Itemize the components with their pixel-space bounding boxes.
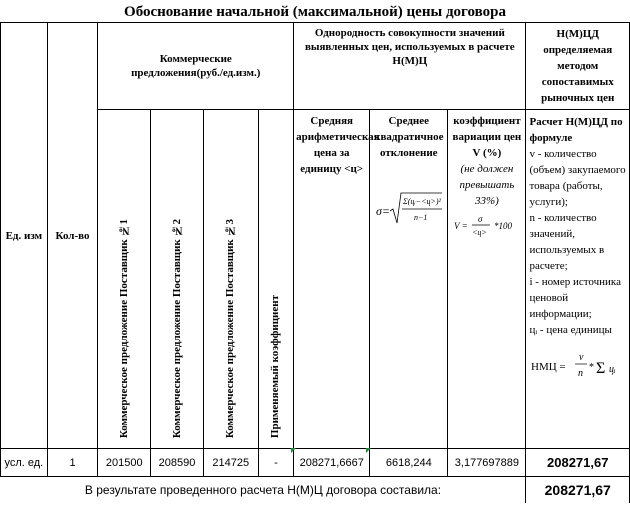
std-dev-label: Среднее квадратичное отклонение xyxy=(374,115,444,159)
variation-label: коэффициент вариации цен V (%) xyxy=(452,115,522,159)
supplier-1-label: Коммерческое предложение Поставщик №1 xyxy=(117,218,130,438)
row-coefficient: - xyxy=(258,449,294,477)
supplier-1-header xyxy=(98,110,151,449)
homogeneity-header xyxy=(294,23,526,110)
variation-formula xyxy=(450,211,523,245)
unit-header xyxy=(1,23,48,449)
supplier-3-header xyxy=(203,110,258,449)
commercial-offers-label: Коммерческие предложения(руб./ед.изм.) xyxy=(131,53,261,79)
cell-marker-std xyxy=(366,448,371,453)
homogeneity-label: Однородность совокупности значений выявленных цен, используемых в расчете Н(М)Ц xyxy=(304,27,515,67)
nmc-method-label: Н(М)ЦД определяемая методом сопоставимых рыночных цен xyxy=(541,28,615,104)
svg-text:σ=: σ= xyxy=(375,204,390,218)
coefficient-label: Применяемый коэффициент xyxy=(269,294,282,438)
svg-text:V =: V = xyxy=(453,221,468,231)
avg-price-header xyxy=(294,110,380,449)
std-dev-header xyxy=(370,110,448,449)
supplier-2-header xyxy=(151,110,204,449)
data-row xyxy=(1,449,630,477)
supplier-3-label: Коммерческое предложение Поставщик №3 xyxy=(224,218,237,438)
std-dev-formula xyxy=(372,189,445,233)
calc-desc-v: v - количество (объем) закупаемого товара (работы, услуги); xyxy=(529,148,626,208)
row-qty: 1 xyxy=(47,449,98,477)
total-label: В результате проведенного расчета Н(М)Ц договора составила: xyxy=(1,477,526,503)
total-row xyxy=(1,477,630,503)
avg-price-label: Средняя арифметическая цена за единицу <ц> xyxy=(296,115,380,175)
calc-description xyxy=(526,110,630,449)
qty-header xyxy=(47,23,98,449)
unit-header-label: Ед. изм xyxy=(5,229,43,242)
variation-header xyxy=(448,110,526,449)
svg-text:цᵢ: цᵢ xyxy=(609,364,617,375)
svg-text:n: n xyxy=(578,368,584,379)
variation-formula-graphic xyxy=(452,211,522,241)
page-title: Обоснование начальной (максимальной) цены договора xyxy=(124,4,506,20)
qty-header-label: Кол-во xyxy=(55,229,90,242)
supplier-2-label: Коммерческое предложение Поставщик №2 xyxy=(170,218,183,438)
svg-text:Σ: Σ xyxy=(596,360,606,377)
row-variation: 3,177697889 xyxy=(448,449,526,477)
nmc-method-header xyxy=(526,23,630,110)
calc-title: Расчет Н(М)ЦД по формуле xyxy=(529,116,623,144)
svg-text:n−1: n−1 xyxy=(413,213,428,222)
calc-desc-i: i - номер источника ценовой информации; xyxy=(529,276,621,320)
nmc-formula xyxy=(529,348,626,389)
svg-text:НМЦ =: НМЦ = xyxy=(531,361,567,373)
cell-marker-avg xyxy=(291,448,296,453)
coefficient-header xyxy=(258,110,294,449)
svg-text:<ц>: <ц> xyxy=(471,228,487,237)
nmc-formula-graphic xyxy=(529,348,625,384)
svg-text:*100: *100 xyxy=(493,221,512,231)
row-std-dev: 6618,244 xyxy=(370,449,448,477)
price-justification-table xyxy=(0,22,630,503)
row-supplier-2: 208590 xyxy=(151,449,204,477)
total-value: 208271,67 xyxy=(526,477,630,503)
row-supplier-1: 201500 xyxy=(98,449,151,477)
calc-desc-price: цᵢ - цена единицы xyxy=(529,324,612,336)
svg-text:σ: σ xyxy=(477,214,483,224)
sigma-formula-graphic xyxy=(374,189,444,229)
row-unit: усл. ед. xyxy=(1,449,48,477)
row-nmc: 208271,67 xyxy=(526,449,630,477)
svg-text:v: v xyxy=(579,352,584,363)
calc-desc-n: n - количество значений, используемых в расчете; xyxy=(529,212,605,272)
svg-text:Σ(цᵢ−<ц>)²: Σ(цᵢ−<ц>)² xyxy=(402,197,441,206)
commercial-offers-header xyxy=(98,23,294,110)
row-avg-price: 208271,6667 xyxy=(294,449,370,477)
variation-note: (не должен превышать 33%) xyxy=(459,163,515,207)
row-supplier-3: 214725 xyxy=(203,449,258,477)
svg-text:*: * xyxy=(589,362,595,373)
